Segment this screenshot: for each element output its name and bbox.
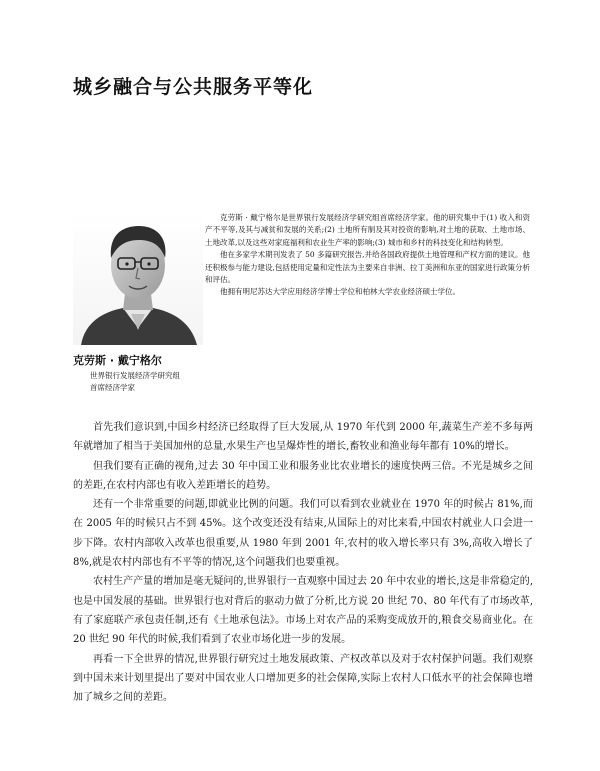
body-paragraph: 再看一下全世界的情况,世界银行研究过土地发展政策、产权改革以及对于农村保护问题。我们观察到中国未来计划里提出了要对中国农业人口增加更多的社会保障,实际上农村人口低水平的社会保障也增加了城乡之间的差距。 <box>73 653 533 704</box>
body-paragraph: 但我们要有正确的视角,过去 30 年中国工业和服务业比农业增长的速度快两三倍。不光是城乡之间的差距,在农村内部也有收入差距增长的趋势。 <box>73 460 533 491</box>
portrait-illustration <box>73 210 203 345</box>
author-bio <box>205 212 530 299</box>
author-name: 克劳斯 · 戴宁格尔 <box>73 354 162 367</box>
bio-paragraph: 他在多家学术期刊发表了 50 多篇研究报告,并给各国政府提供土地管理和产权方面的建议。他还积极参与能力建设,包括使用定量和定性法为主要来自非洲、拉丁美洲和东亚的国家进行政策分析和评估。 <box>205 250 530 285</box>
author-portrait <box>73 210 203 345</box>
author-role <box>90 370 210 394</box>
article-body <box>73 418 533 707</box>
bio-paragraph: 他拥有明尼苏达大学应用经济学博士学位和柏林大学农业经济硕士学位。 <box>220 287 460 297</box>
body-paragraph: 农村生产产量的增加是毫无疑问的,世界银行一直观察中国过去 20 年中农业的增长,这是非常稳定的,也是中国发展的基础。世界银行也对背后的驱动力做了分析,比方说 20 世纪 70、80 年代有了市场改革,有了家庭联产承包责任制,还有《土地承包法》。市场上对农产品的采购变成放开的,粮食交易商业化。在 20 世纪 90 年代的时候,我们看到了农业市场化进一步的发展。 <box>73 576 533 646</box>
author-role-line: 世界银行发展经济学研究组 <box>90 371 180 380</box>
bio-paragraph: 克劳斯 · 戴宁格尔是世界银行发展经济学研究组首席经济学家。他的研究集中于(1) 收入和资产不平等,及其与减贫和发展的关系;(2) 土地所有制及其对投资的影响,对土地的获取、土地市场、土地改革,以及这些对家庭福利和农业生产率的影响;(3) 城市和乡村的科技变化和结构转型。 <box>205 213 530 247</box>
page-title: 城乡融合与公共服务平等化 <box>73 76 314 98</box>
author-role-line: 首席经济学家 <box>90 383 135 392</box>
body-paragraph: 还有一个非常重要的问题,即就业比例的问题。我们可以看到农业就业在 1970 年的时候占 81%,而在 2005 年的时候只占不到 45%。这个改变还没有结束,从国际上的对比来看,中国农村就业人口会进一步下降。农村内部收入改革也很重要,从 1980 年到 2001 年,农村的收入增长率只有 3%,高收入增长了 8%,就是农村内部也有不平等的情况,这个问题我们也要重视。 <box>73 499 533 569</box>
body-paragraph: 首先我们意识到,中国乡村经济已经取得了巨大发展,从 1970 年代到 2000 年,蔬菜生产差不多每两年就增加了相当于美国加州的总量,水果生产也呈爆炸性的增长,畜牧业和渔业每年都有 10%的增长。 <box>73 422 533 453</box>
